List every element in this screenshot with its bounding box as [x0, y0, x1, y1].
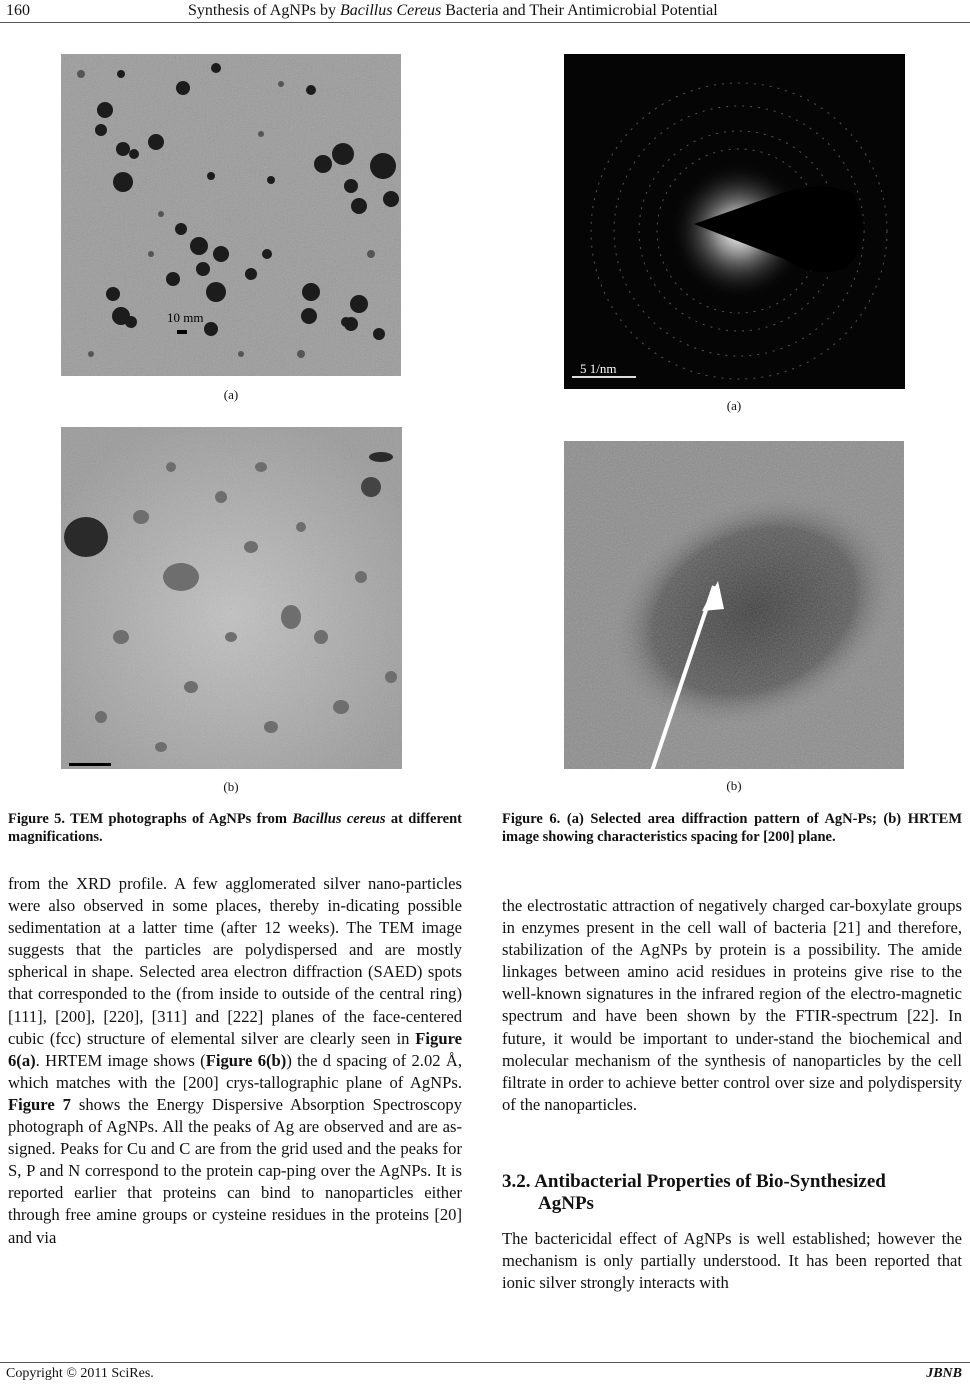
caption-italic: Bacillus cereus	[292, 811, 386, 827]
right-column-text-2	[502, 1228, 962, 1294]
figure-5b-label: (b)	[223, 779, 239, 794]
left-column-text	[8, 873, 462, 1249]
running-title-italic: Bacillus Cereus	[340, 2, 442, 19]
figure-6b-hrtem-image	[564, 441, 904, 769]
running-title	[188, 2, 718, 20]
running-title-part: Bacteria and Their Antimicrobial Potential	[441, 2, 718, 19]
figure-6-caption: Figure 6. (a) Selected area diffraction pattern of AgN-Ps; (b) HRTEM image showing characteristics spacing for [200] plane.	[502, 811, 962, 845]
right-paragraph-2: The bactericidal effect of AgNPs is well established; however the mechanism is only partially understood. It has been reported that ionic silver strongly interacts with	[502, 1229, 962, 1293]
figure-ref: Figure 6(b)	[205, 1050, 287, 1070]
figure-5b-tem-image	[61, 427, 402, 769]
copyright: Copyright © 2011 SciRes.	[6, 1366, 154, 1381]
figure-6a-label: (a)	[726, 398, 742, 413]
section-heading-line: AgNPs	[538, 1193, 594, 1214]
scale-bar-label: 10 mm	[167, 310, 204, 325]
footer-rule	[0, 1362, 970, 1363]
text-run: ) the d spacing of 2.02 Å, which matches with the [200] crys-tallographic plane of AgNPs.	[8, 1050, 463, 1092]
right-column-text	[502, 895, 962, 1116]
header-rule	[0, 22, 970, 23]
figure-6a-saed-pattern	[564, 54, 905, 389]
caption-part: at different magnifications.	[8, 811, 462, 845]
scale-bar-label: 5 1/nm	[580, 361, 617, 376]
page-number: 160	[6, 2, 30, 19]
figure-5-caption	[8, 810, 462, 846]
running-title-part: Synthesis of AgNPs by	[188, 2, 341, 19]
figure-ref: Figure 7	[8, 1094, 71, 1114]
text-run: . HRTEM image shows (	[35, 1050, 206, 1070]
figure-5a-label: (a)	[223, 387, 239, 402]
figure-ref: Figure 6(a)	[8, 1028, 462, 1070]
left-paragraph	[8, 873, 462, 1249]
figure-5a-tem-image	[61, 54, 401, 376]
text-run: from the XRD profile. A few agglomerated silver nano-particles were also observed in some places, thereby in-dicating possible sedimentation at a latter time (after 12 weeks). The TEM image suggests that the particles are polydispersed and are mostly spherical in shape. Selected area electron diffraction (SAED) spots that corresponded to the (from inside to outside of the central ring) [111], [200], [220], [311] and [222] planes of the face-centered cubic (fcc) structure of elemental silver are clearly seen in	[8, 874, 462, 1048]
section-heading-line: 3.2. Antibacterial Properties of Bio-Synthesized	[502, 1171, 886, 1192]
right-paragraph-1: the electrostatic attraction of negatively charged car-boxylate groups in enzymes present in the cell wall of bacteria [21] and therefore, stabilization of the AgNPs by protein is a possibility. The amide linkages between amino acid residues in proteins give rise to the well-known signatures in the infrared region of the electro-magnetic spectrum and have been shown by the FTIR-spectrum [22]. In future, it would be important to under-stand the biochemical and molecular mechanism of the synthesis of nanoparticles by the cell filtrate in order to achieve better control over size and polydispersity of the nanoparticles.	[502, 896, 962, 1114]
text-run: shows the Energy Dispersive Absorption Spectroscopy photograph of AgNPs. All the peaks of Ag are observed and are as-signed. Peaks for Cu and C are from the grid used and the peaks for S, P and N correspond to the protein cap-ping over the AgNPs. It is reported earlier that proteins can bind to nanoparticles either through free amine groups or cysteine residues in the proteins [20] and via	[8, 1094, 462, 1247]
figure-6b-label: (b)	[726, 778, 742, 793]
caption-part: Figure 5. TEM photographs of AgNPs from	[8, 811, 293, 827]
journal-abbrev: JBNB	[926, 1366, 962, 1381]
section-heading	[502, 1171, 962, 1215]
